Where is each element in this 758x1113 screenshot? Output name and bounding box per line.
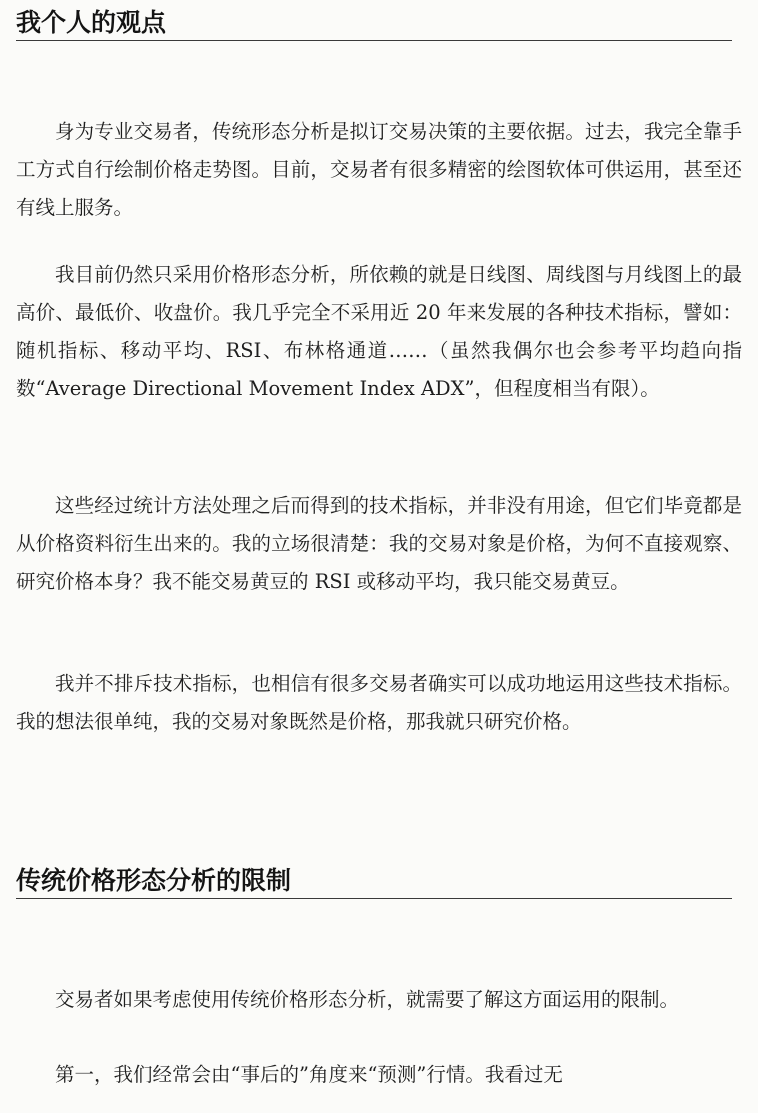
paragraph-indicators-derived: 这些经过统计方法处理之后而得到的技术指标，并非没有用途，但它们毕竟都是从价格资料衍生出来的。我的立场很清楚：我的交易对象是价格，为何不直接观察、研究价格本身？我不能交易黄豆的 RSI 或移动平均，我只能交易黄豆。 bbox=[16, 494, 742, 593]
section-heading-personal-view: 我个人的观点 bbox=[16, 6, 732, 41]
paragraph-consider-limitations: 交易者如果考虑使用传统价格形态分析，就需要了解这方面运用的限制。 bbox=[55, 988, 680, 1011]
section-heading-limitations: 传统价格形态分析的限制 bbox=[16, 864, 732, 899]
paragraph-professional-trader: 身为专业交易者，传统形态分析是拟订交易决策的主要依据。过去，我完全靠手工方式自行绘制价格走势图。目前，交易者有很多精密的绘图软体可供运用，甚至还有线上服务。 bbox=[16, 120, 742, 219]
paragraph-price-pattern-only: 我目前仍然只采用价格形态分析，所依赖的就是日线图、周线图与月线图上的最高价、最低价、收盘价。我几乎完全不采用近 20 年来发展的各种技术指标，譬如：随机指标、移动平均、RSI、布林格通道……（虽然我偶尔也会参考平均趋向指数“Average Directional Movement Index ADX”，但程度相当有限）。 bbox=[16, 263, 742, 400]
paragraph-hindsight-prediction: 第一，我们经常会由“事后的”角度来“预测”行情。我看过无 bbox=[55, 1063, 563, 1086]
paragraph-not-reject-indicators: 我并不排斥技术指标，也相信有很多交易者确实可以成功地运用这些技术指标。我的想法很单纯，我的交易对象既然是价格，那我就只研究价格。 bbox=[16, 672, 742, 733]
